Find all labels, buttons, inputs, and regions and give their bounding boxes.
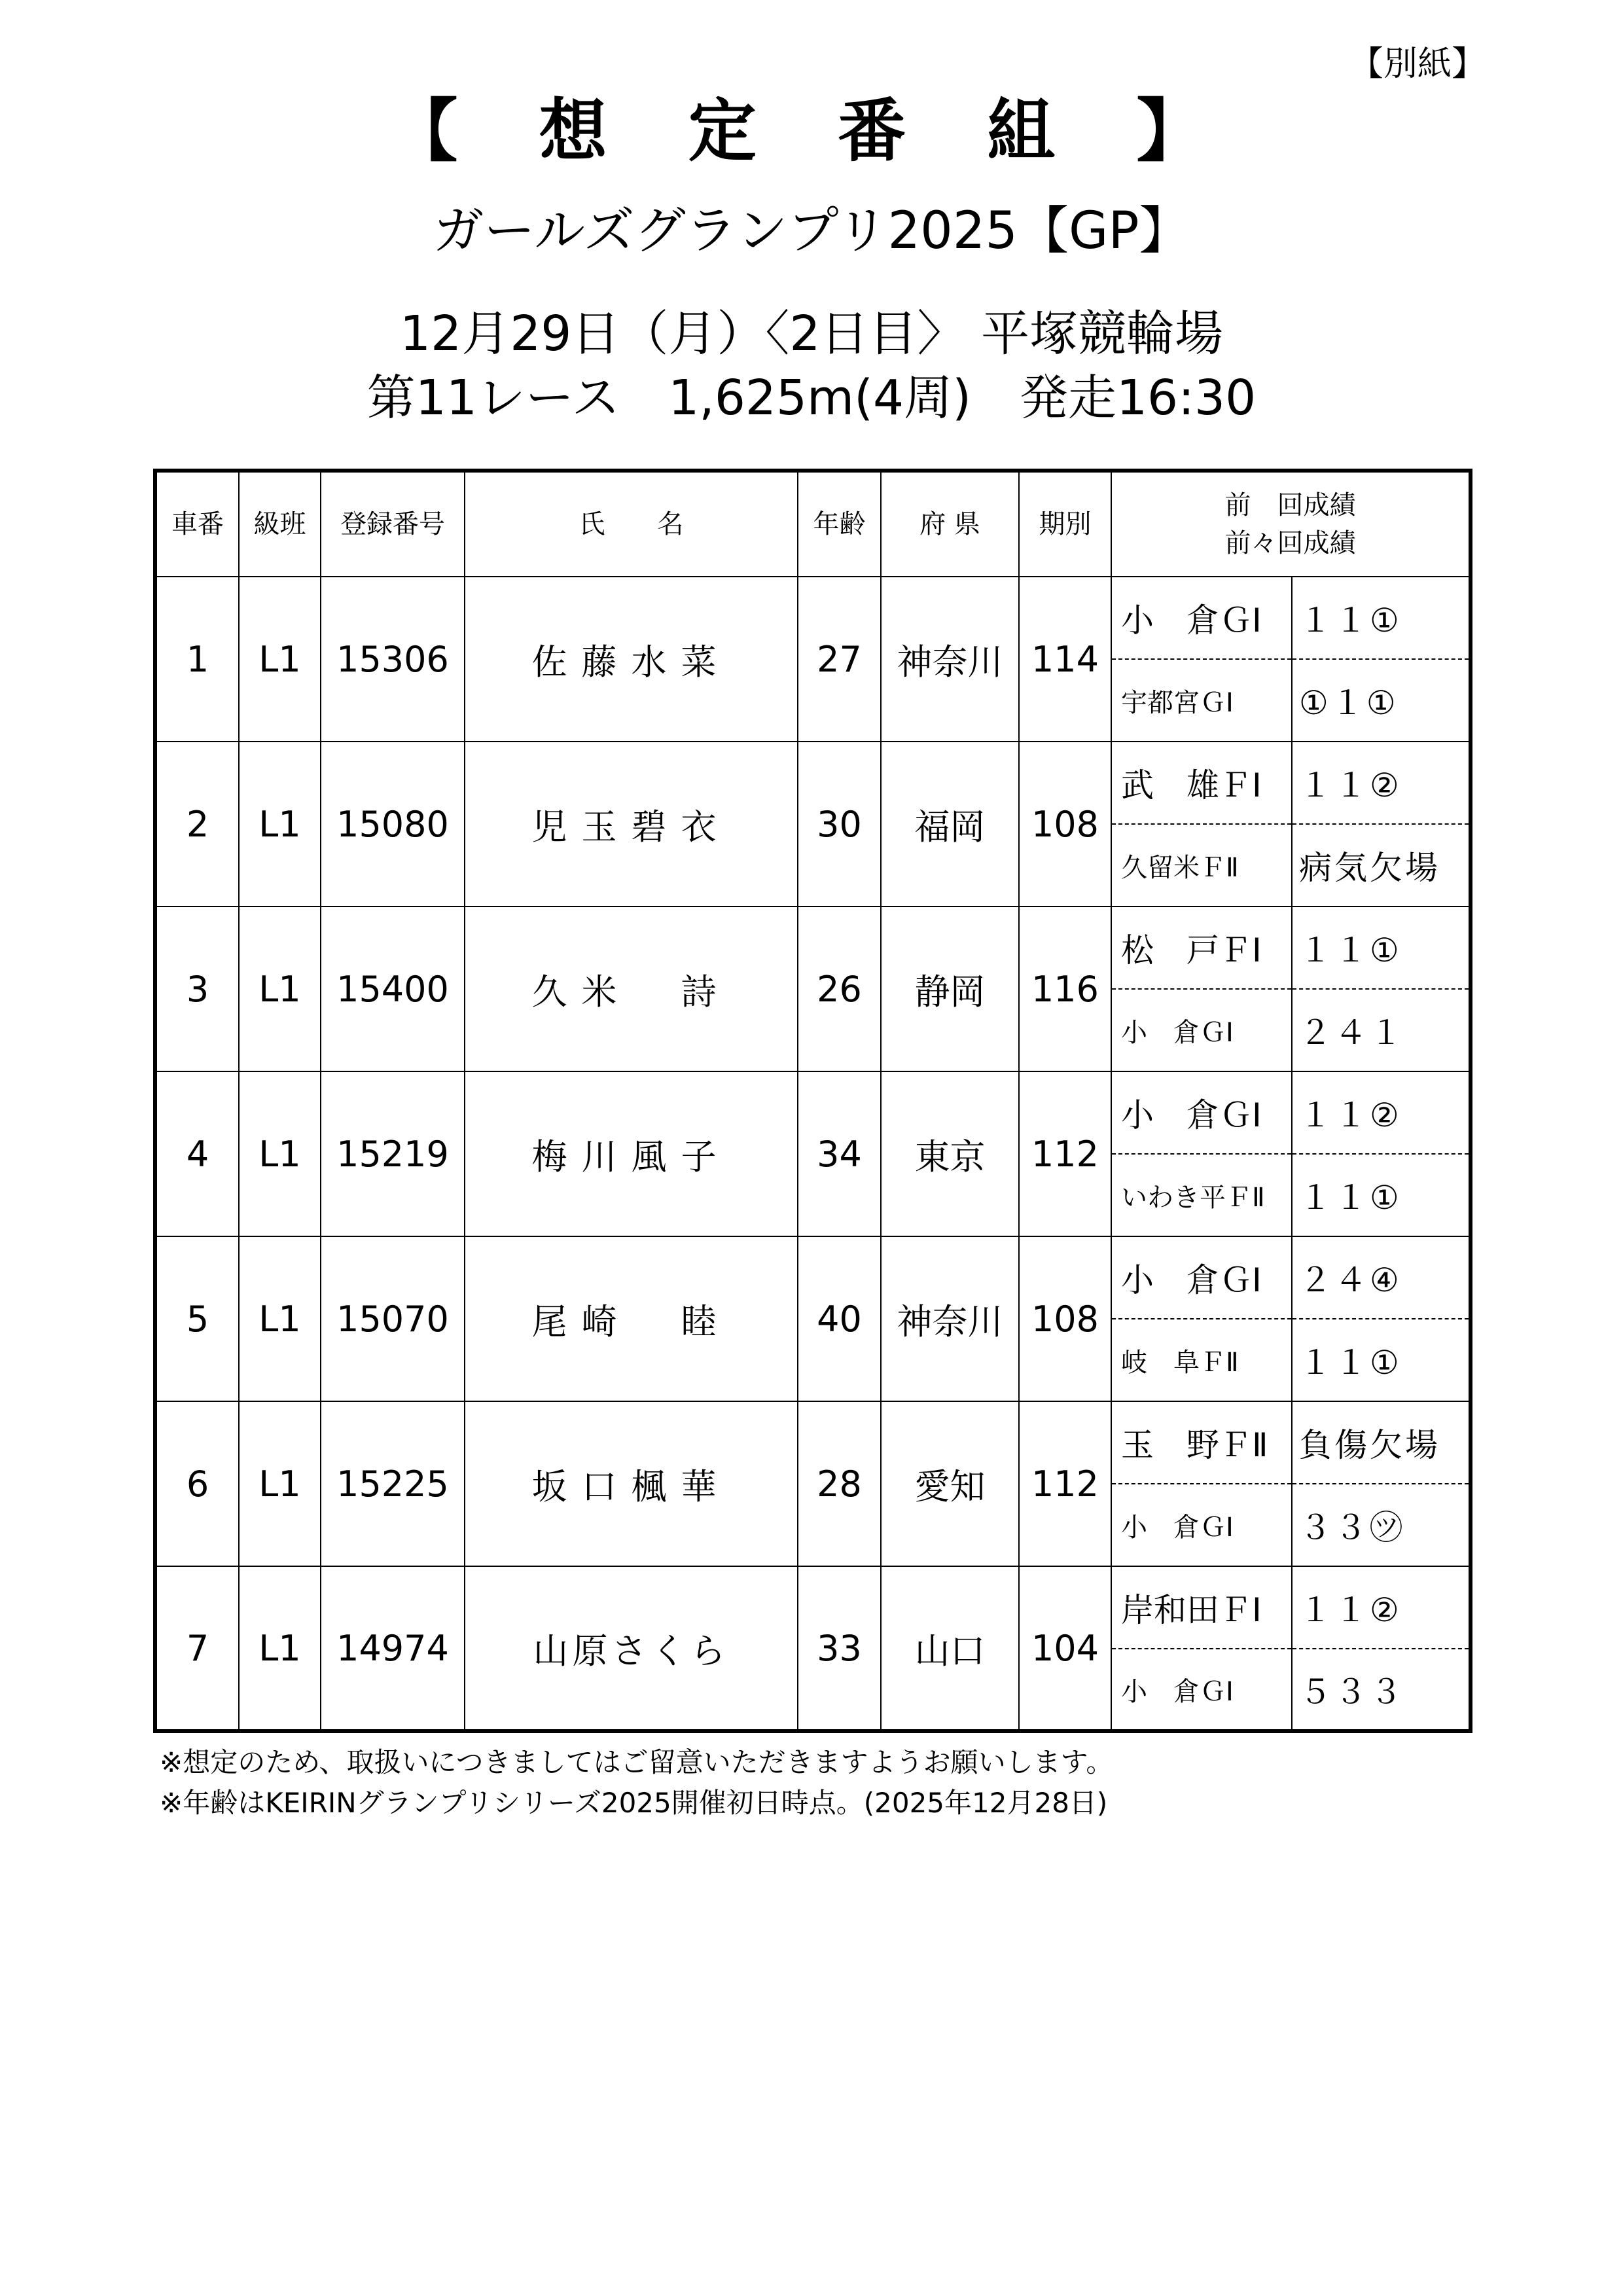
- registration-number-cell: 15225: [321, 1401, 465, 1566]
- table-row: [155, 906, 1471, 989]
- prefecture-cell: 神奈川: [881, 1236, 1019, 1401]
- registration-number-cell: 15306: [321, 577, 465, 742]
- page-title: 【 想 定 番 組 】: [389, 91, 1234, 171]
- rider-name-cell: 梅川風子: [465, 1071, 798, 1236]
- prev2-meet-cell: 久留米ＦⅡ: [1111, 824, 1292, 906]
- prev-result-cell: １１②: [1292, 1071, 1471, 1154]
- class-cell: L1: [239, 1236, 321, 1401]
- table-row: [155, 577, 1471, 659]
- prev2-meet-cell: 小 倉ＧⅠ: [1111, 1484, 1292, 1566]
- term-cell: 112: [1019, 1401, 1111, 1566]
- header-name: 氏 名: [465, 471, 798, 577]
- prev2-result-cell: 病気欠場: [1292, 824, 1471, 906]
- table-row: [155, 1236, 1471, 1319]
- age-cell: 40: [798, 1236, 881, 1401]
- note-line: ※想定のため、取扱いにつきましてはご留意いただきますようお願いします。: [160, 1746, 1114, 1778]
- note-line: ※年齢はKEIRINグランプリシリーズ2025開催初日時点。(2025年12月28日): [160, 1787, 1108, 1819]
- entry-body: [155, 577, 1471, 1731]
- rider-name-cell: 佐藤水菜: [465, 577, 798, 742]
- rider-name-cell: 坂口楓華: [465, 1401, 798, 1566]
- prev-meet-cell: 松 戸ＦⅠ: [1111, 906, 1292, 989]
- class-cell: L1: [239, 1401, 321, 1566]
- prev2-result-cell: １１①: [1292, 1319, 1471, 1401]
- age-cell: 28: [798, 1401, 881, 1566]
- prefecture-cell: 神奈川: [881, 577, 1019, 742]
- registration-number-cell: 15219: [321, 1071, 465, 1236]
- registration-number-cell: 14974: [321, 1566, 465, 1731]
- header-prev2-record: 前々回成績: [1224, 528, 1356, 558]
- race-info: 第11レース 1,625m(4周) 発走16:30: [366, 370, 1257, 426]
- prefecture-cell: 福岡: [881, 742, 1019, 906]
- prev2-result-cell: ３３㋡: [1292, 1484, 1471, 1566]
- prev-meet-cell: 岸和田ＦⅠ: [1111, 1566, 1292, 1649]
- term-cell: 104: [1019, 1566, 1111, 1731]
- header-class: 級班: [239, 471, 321, 577]
- prev-meet-cell: 玉 野ＦⅡ: [1111, 1401, 1292, 1484]
- class-cell: L1: [239, 906, 321, 1071]
- car-number-cell: 7: [155, 1566, 239, 1731]
- prev-result-cell: １１①: [1292, 906, 1471, 989]
- prefecture-cell: 愛知: [881, 1401, 1019, 1566]
- rider-name-cell: 山原さくら: [465, 1566, 798, 1731]
- table-row: [155, 1401, 1471, 1484]
- race-name: ガールズグランプリ2025【GP】: [433, 202, 1190, 260]
- registration-number-cell: 15080: [321, 742, 465, 906]
- car-number-cell: 2: [155, 742, 239, 906]
- class-cell: L1: [239, 1071, 321, 1236]
- prev2-meet-cell: いわき平ＦⅡ: [1111, 1154, 1292, 1236]
- prefecture-cell: 静岡: [881, 906, 1019, 1071]
- annex-label: 【別紙】: [1349, 45, 1486, 84]
- header-records: [1111, 471, 1471, 577]
- prev-result-cell: １１②: [1292, 742, 1471, 824]
- term-cell: 116: [1019, 906, 1111, 1071]
- header-car-number: 車番: [155, 471, 239, 577]
- prev-result-cell: ２４④: [1292, 1236, 1471, 1319]
- car-number-cell: 5: [155, 1236, 239, 1401]
- table-row: [155, 1071, 1471, 1154]
- notes: [160, 1742, 1113, 1823]
- class-cell: L1: [239, 1566, 321, 1731]
- class-cell: L1: [239, 577, 321, 742]
- prefecture-cell: 東京: [881, 1071, 1019, 1236]
- prev2-result-cell: ５３３: [1292, 1649, 1471, 1731]
- prev2-meet-cell: 小 倉ＧⅠ: [1111, 989, 1292, 1071]
- table-row: [155, 1566, 1471, 1649]
- prev-meet-cell: 武 雄ＦⅠ: [1111, 742, 1292, 824]
- prev2-meet-cell: 宇都宮ＧⅠ: [1111, 659, 1292, 742]
- term-cell: 112: [1019, 1071, 1111, 1236]
- header-term: 期別: [1019, 471, 1111, 577]
- prev-result-cell: 負傷欠場: [1292, 1401, 1471, 1484]
- car-number-cell: 6: [155, 1401, 239, 1566]
- term-cell: 108: [1019, 1236, 1111, 1401]
- header-age: 年齢: [798, 471, 881, 577]
- class-cell: L1: [239, 742, 321, 906]
- rider-name-cell: 児玉碧衣: [465, 742, 798, 906]
- registration-number-cell: 15070: [321, 1236, 465, 1401]
- header-prefecture: 府 県: [881, 471, 1019, 577]
- term-cell: 114: [1019, 577, 1111, 742]
- age-cell: 26: [798, 906, 881, 1071]
- age-cell: 30: [798, 742, 881, 906]
- car-number-cell: 4: [155, 1071, 239, 1236]
- table-row: [155, 742, 1471, 824]
- age-cell: 27: [798, 577, 881, 742]
- header-row: [155, 471, 1471, 577]
- prev-result-cell: １１①: [1292, 577, 1471, 659]
- prev-meet-cell: 小 倉ＧⅠ: [1111, 1236, 1292, 1319]
- prev-result-cell: １１②: [1292, 1566, 1471, 1649]
- rider-name-cell: 久米 詩: [465, 906, 798, 1071]
- prev-meet-cell: 小 倉ＧⅠ: [1111, 1071, 1292, 1154]
- entry-table: [153, 469, 1472, 1733]
- car-number-cell: 1: [155, 577, 239, 742]
- prev-meet-cell: 小 倉ＧⅠ: [1111, 577, 1292, 659]
- header-prev-record: 前 回成績: [1224, 490, 1356, 520]
- race-date: 12月29日（月）〈2日目〉 平塚競輪場: [400, 306, 1223, 362]
- prev2-result-cell: ２４１: [1292, 989, 1471, 1071]
- car-number-cell: 3: [155, 906, 239, 1071]
- rider-name-cell: 尾崎 睦: [465, 1236, 798, 1401]
- prev2-result-cell: ①１①: [1292, 659, 1471, 742]
- prev2-result-cell: １１①: [1292, 1154, 1471, 1236]
- prev2-meet-cell: 小 倉ＧⅠ: [1111, 1649, 1292, 1731]
- age-cell: 33: [798, 1566, 881, 1731]
- header-registration-number: 登録番号: [321, 471, 465, 577]
- age-cell: 34: [798, 1071, 881, 1236]
- term-cell: 108: [1019, 742, 1111, 906]
- registration-number-cell: 15400: [321, 906, 465, 1071]
- prev2-meet-cell: 岐 阜ＦⅡ: [1111, 1319, 1292, 1401]
- prefecture-cell: 山口: [881, 1566, 1019, 1731]
